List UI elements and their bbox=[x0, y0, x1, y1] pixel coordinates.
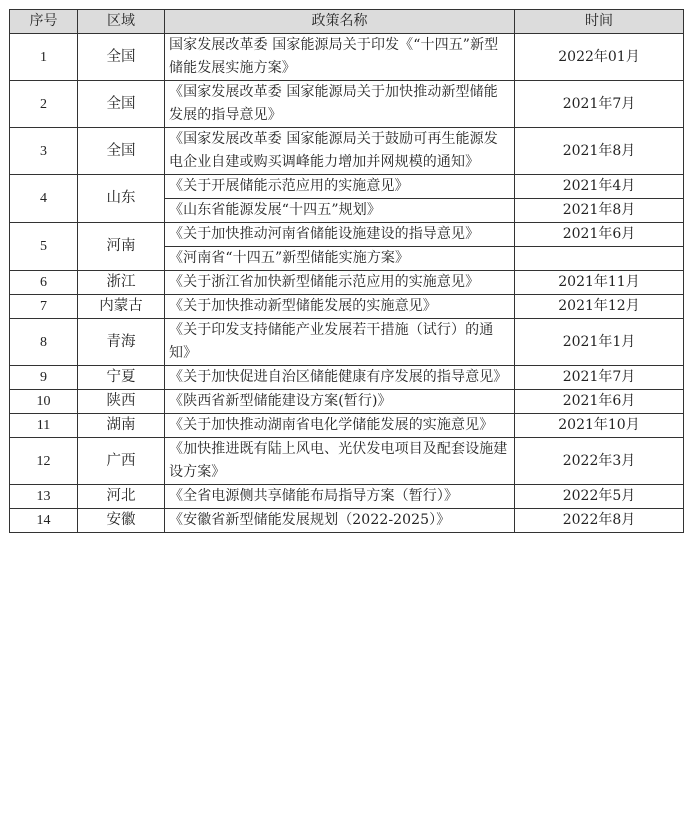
cell-region: 河北 bbox=[78, 485, 165, 509]
cell-time: 2021年11月 bbox=[515, 271, 684, 295]
cell-policy-name: 《加快推进既有陆上风电、光伏发电项目及配套设施建设方案》 bbox=[165, 438, 515, 485]
cell-region: 全国 bbox=[78, 34, 165, 81]
table-row bbox=[10, 295, 684, 319]
cell-no: 9 bbox=[10, 366, 78, 390]
table-row bbox=[10, 390, 684, 414]
cell-policy-name: 《关于加快推动湖南省电化学储能发展的实施意见》 bbox=[165, 414, 515, 438]
table-row bbox=[10, 485, 684, 509]
cell-no: 10 bbox=[10, 390, 78, 414]
cell-time: 2021年7月 bbox=[515, 81, 684, 128]
header-policy-name: 政策名称 bbox=[165, 10, 515, 34]
cell-no: 6 bbox=[10, 271, 78, 295]
cell-policy-name: 《安徽省新型储能发展规划（2022-2025）》 bbox=[165, 509, 515, 533]
cell-policy-name: 《关于加快促进自治区储能健康有序发展的指导意见》 bbox=[165, 366, 515, 390]
cell-policy-name: 《关于加快推动河南省储能设施建设的指导意见》 bbox=[165, 223, 515, 247]
cell-no: 5 bbox=[10, 223, 78, 271]
cell-time: 2021年12月 bbox=[515, 295, 684, 319]
cell-time: 2021年8月 bbox=[515, 128, 684, 175]
cell-region: 宁夏 bbox=[78, 366, 165, 390]
cell-policy-name: 《关于印发支持储能产业发展若干措施（试行）的通知》 bbox=[165, 319, 515, 366]
cell-policy-name: 《国家发展改革委 国家能源局关于鼓励可再生能源发电企业自建或购买调峰能力增加并网规模的通知》 bbox=[165, 128, 515, 175]
cell-time: 2021年4月 bbox=[515, 175, 684, 199]
cell-policy-name: 《国家发展改革委 国家能源局关于加快推动新型储能发展的指导意见》 bbox=[165, 81, 515, 128]
cell-no: 8 bbox=[10, 319, 78, 366]
header-no: 序号 bbox=[10, 10, 78, 34]
cell-region: 内蒙古 bbox=[78, 295, 165, 319]
table-row bbox=[10, 319, 684, 366]
cell-no: 4 bbox=[10, 175, 78, 223]
cell-no: 13 bbox=[10, 485, 78, 509]
cell-policy-name: 国家发展改革委 国家能源局关于印发《“十四五”新型储能发展实施方案》 bbox=[165, 34, 515, 81]
cell-policy-name: 《陕西省新型储能建设方案(暂行)》 bbox=[165, 390, 515, 414]
cell-region: 河南 bbox=[78, 223, 165, 271]
table-row bbox=[10, 366, 684, 390]
cell-policy-name: 《关于加快推动新型储能发展的实施意见》 bbox=[165, 295, 515, 319]
table-row bbox=[10, 223, 684, 247]
table-row bbox=[10, 34, 684, 81]
cell-policy-name: 《河南省“十四五”新型储能实施方案》 bbox=[165, 247, 515, 271]
cell-region: 全国 bbox=[78, 81, 165, 128]
cell-region: 湖南 bbox=[78, 414, 165, 438]
header-time: 时间 bbox=[515, 10, 684, 34]
cell-region: 全国 bbox=[78, 128, 165, 175]
cell-time: 2022年5月 bbox=[515, 485, 684, 509]
table-row bbox=[10, 81, 684, 128]
cell-no: 7 bbox=[10, 295, 78, 319]
cell-time: 2022年8月 bbox=[515, 509, 684, 533]
table-row bbox=[10, 414, 684, 438]
header-region: 区域 bbox=[78, 10, 165, 34]
table-row bbox=[10, 175, 684, 199]
cell-time: 2022年3月 bbox=[515, 438, 684, 485]
table-header bbox=[10, 10, 684, 34]
cell-time: 2021年8月 bbox=[515, 199, 684, 223]
cell-region: 山东 bbox=[78, 175, 165, 223]
header-row bbox=[10, 10, 684, 34]
cell-no: 1 bbox=[10, 34, 78, 81]
cell-time: 2022年01月 bbox=[515, 34, 684, 81]
cell-policy-name: 《关于浙江省加快新型储能示范应用的实施意见》 bbox=[165, 271, 515, 295]
cell-no: 11 bbox=[10, 414, 78, 438]
cell-time: 2021年7月 bbox=[515, 366, 684, 390]
cell-no: 3 bbox=[10, 128, 78, 175]
policy-table bbox=[9, 9, 684, 533]
cell-region: 浙江 bbox=[78, 271, 165, 295]
cell-policy-name: 《山东省能源发展“十四五”规划》 bbox=[165, 199, 515, 223]
cell-region: 广西 bbox=[78, 438, 165, 485]
cell-region: 安徽 bbox=[78, 509, 165, 533]
cell-time: 2021年10月 bbox=[515, 414, 684, 438]
cell-policy-name: 《关于开展储能示范应用的实施意见》 bbox=[165, 175, 515, 199]
table-row bbox=[10, 128, 684, 175]
cell-time: 2021年6月 bbox=[515, 223, 684, 247]
cell-no: 14 bbox=[10, 509, 78, 533]
cell-policy-name: 《全省电源侧共享储能布局指导方案（暂行）》 bbox=[165, 485, 515, 509]
table-row bbox=[10, 271, 684, 295]
cell-no: 12 bbox=[10, 438, 78, 485]
cell-time: 2021年1月 bbox=[515, 319, 684, 366]
cell-no: 2 bbox=[10, 81, 78, 128]
cell-region: 陕西 bbox=[78, 390, 165, 414]
cell-time: 2021年6月 bbox=[515, 390, 684, 414]
table-body bbox=[10, 34, 684, 533]
cell-region: 青海 bbox=[78, 319, 165, 366]
cell-time bbox=[515, 247, 684, 271]
table-row bbox=[10, 438, 684, 485]
table-row bbox=[10, 509, 684, 533]
